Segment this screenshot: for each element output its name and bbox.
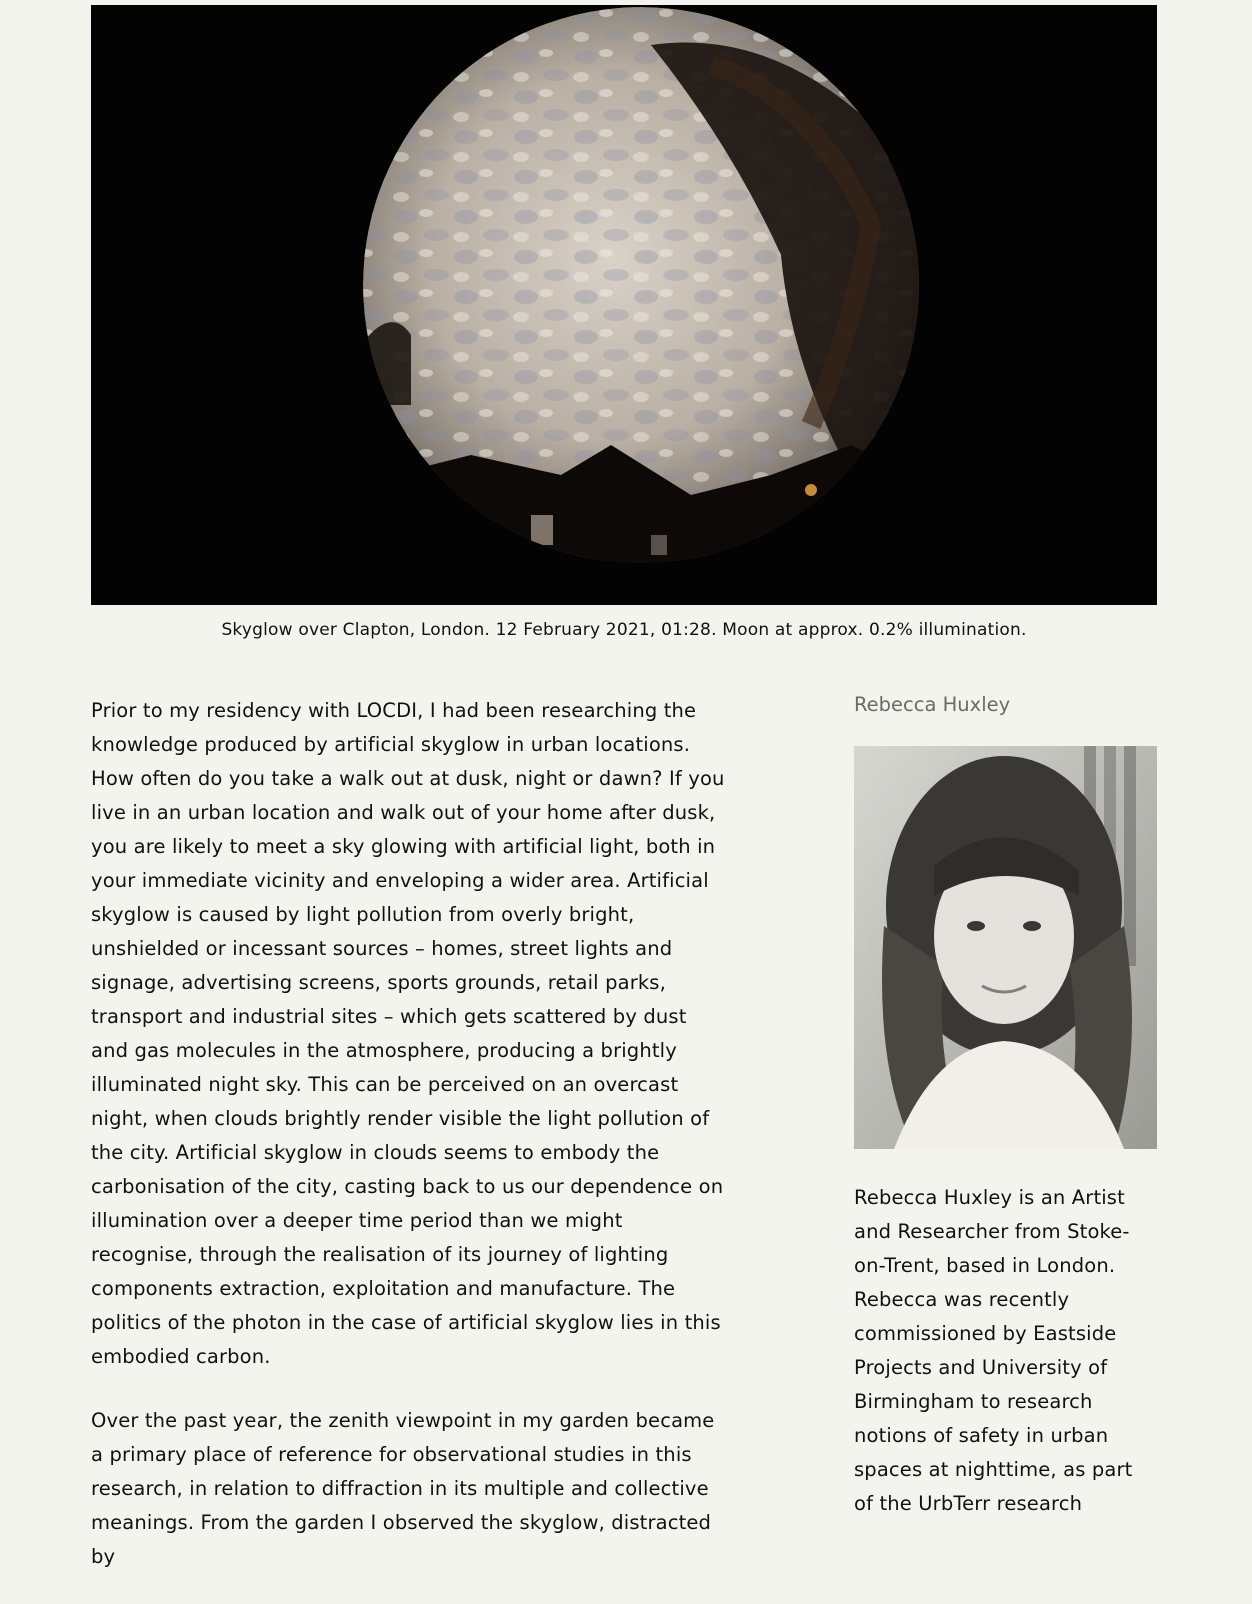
- article-paragraph-1: Prior to my residency with LOCDI, I had been researching the knowledge produced by artificial skyglow in urban locations. How often do you take a walk out at dusk, night or dawn? If you live in an urban location and walk out of your home after dusk, you are likely to meet a sky glowing with artificial light, both in your immediate vicinity and enveloping a wider area. Artificial skyglow is caused by light pollution from overly bright, unshielded or incessant sources – homes, street lights and signage, advertising screens, sports grounds, retail parks, transport and industrial sites – which gets scattered by dust and gas molecules in the atmosphere, producing a brightly illuminated night sky. This can be perceived on an overcast night, when clouds brightly render visible the light pollution of the city. Artificial skyglow in clouds seems to embody the carbonisation of the city, casting back to us our dependence on illumination over a deeper time period than we might recognise, through the realisation of its journey of lighting components extraction, exploitation and manufacture. The politics of the photon in the case of artificial skyglow lies in this embodied carbon.: [91, 699, 725, 1368]
- author-name: Rebecca Huxley: [854, 693, 1011, 716]
- article-body: [91, 694, 727, 1604]
- skyglow-photo: [91, 5, 1157, 605]
- skyglow-photo-graphic: [91, 5, 1157, 605]
- author-portrait: [854, 746, 1157, 1149]
- image-caption: Skyglow over Clapton, London. 12 February 2021, 01:28. Moon at approx. 0.2% illumination.: [221, 620, 1027, 640]
- author-sidebar: [854, 690, 1157, 1521]
- article-paragraph-2: Over the past year, the zenith viewpoint in my garden became a primary place of reference for observational studies in this research, in relation to diffraction in its multiple and collective meanings. From the garden I observed the skyglow, distracted by: [91, 1409, 715, 1568]
- author-bio: Rebecca Huxley is an Artist and Researcher from Stoke-on-Trent, based in London. Rebecca was recently commissioned by Eastside Projects and University of Birmingham to research notions of safety in urban spaces at nighttime, as part of the UrbTerr research: [854, 1186, 1133, 1515]
- author-portrait-graphic: [854, 746, 1157, 1149]
